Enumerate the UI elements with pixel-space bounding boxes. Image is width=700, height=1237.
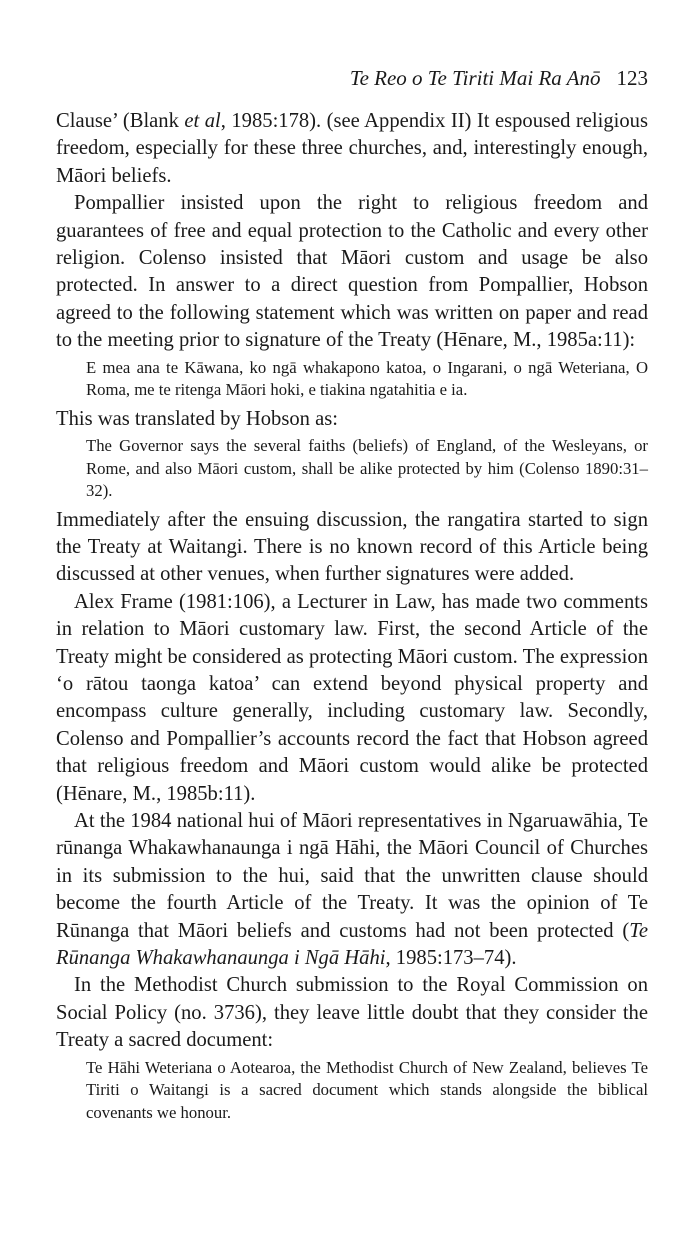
running-head-title: Te Reo o Te Tiriti Mai Ra Anō [349,66,601,90]
body-text [56,108,648,1128]
page-number: 123 [616,66,648,90]
italic-run: et al [184,110,221,132]
text-run: At the 1984 national hui of Māori representatives in Ngaruawāhia, Te rūnanga Whakawhanaunga i ngā Hāhi, the Māori Council of Churches in its submission to the hui, said that the unwritten clause should become the fourth Article of the Treaty. It was the opinion of Te Rūnanga that Māori beliefs and customs had not been protected ( [56,810,648,942]
paragraph: Pompallier insisted upon the right to religious freedom and guarantees of free and equal protection to the Catholic and every other religion. Colenso insisted that Māori custom and usage be also protected. In answer to a direct question from Pompallier, Hobson agreed to the following statement which was written on paper and read to the meeting prior to signature of the Treaty (Hēnare, M., 1985a:11): [56,192,648,352]
paragraph: This was translated by Hobson as: [56,407,338,430]
paragraph: Immediately after the ensuing discussion, the rangatira started to sign the Treaty at Waitangi. There is no known record of this Article being discussed at other venues, when further signatures were added. [56,508,648,586]
paragraph: Alex Frame (1981:106), a Lecturer in Law, has made two comments in relation to Māori customary law. First, the second Article of the Treaty might be considered as protecting Māori custom. The expression ‘o rātou taonga katoa’ can extend beyond physical property and encompass culture generally, including customary law. Secondly, Colenso and Pompallier’s accounts record the fact that Hobson agreed that religious freedom and Māori custom would alike be protected (Hēnare, M., 1985b:11). [56,590,648,805]
text-run: , 1985:178). (see Appendix II) It espoused religious freedom, especially for these three churches, and, interestingly enough, Māori beliefs. [56,110,648,187]
text-run: , 1985:173–74). [385,947,517,970]
block-quote-translation: The Governor says the several faiths (beliefs) of England, of the Wesleyans, or Rome, and also Māori custom, shall be alike protected by him (Colenso 1890:31–32). [86,436,648,501]
paragraph: In the Methodist Church submission to the Royal Commission on Social Policy (no. 3736), they leave little doubt that they consider the Treaty a sacred document: [56,974,648,1052]
block-quote-methodist: Te Hāhi Weteriana o Aotearoa, the Methodist Church of New Zealand, believes Te Tiriti o Waitangi is a sacred document which stands alongside the biblical covenants we honour. [86,1057,648,1122]
paragraph-continued [56,108,648,190]
block-quote-maori: E mea ana te Kāwana, ko ngā whakapono katoa, o Ingarani, o ngā Weteriana, O Roma, me te ritenga Māori hoki, e tiakina ngatahitia e ia. [86,357,648,400]
running-head [56,66,648,94]
text-run: Clause’ (Blank [56,110,185,132]
italic-run: Te Rūnanga Whakawhanaunga i Ngā Hāhi [56,919,648,970]
paragraph [56,808,648,972]
